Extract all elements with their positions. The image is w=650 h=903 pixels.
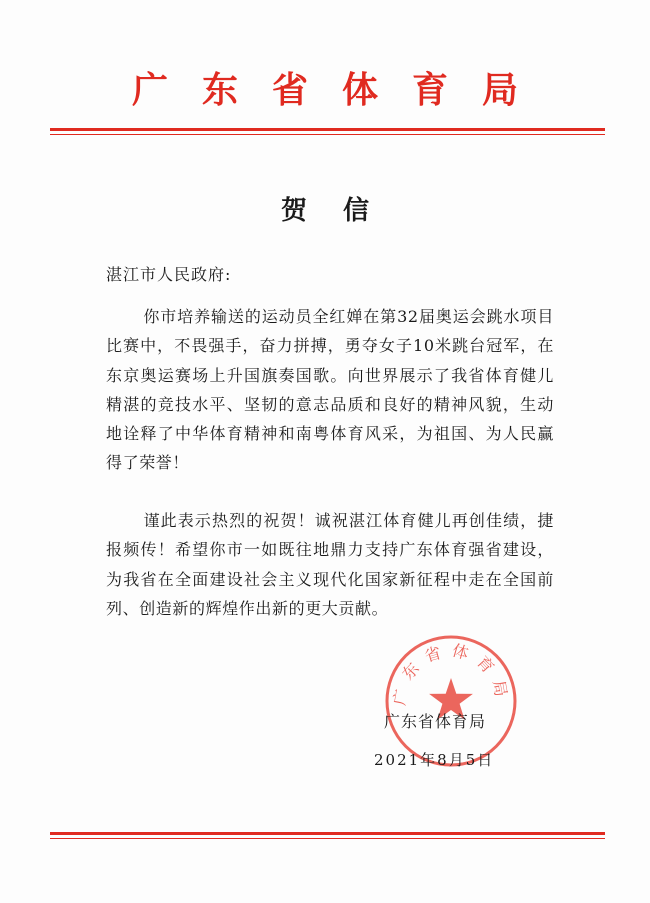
- body-paragraph-2: [106, 506, 554, 623]
- footer-rule-thick: [50, 832, 605, 835]
- body-paragraph-2-text: 谨此表示热烈的祝贺！诚祝湛江体育健儿再创佳绩，捷报频传！希望你市一如既往地鼎力支持广东体育强省建设，为我省在全面建设社会主义现代化国家新征程中走在全国前列、创造新的辉煌作出新的更大贡献。: [106, 511, 554, 618]
- letterhead-rule-thick: [50, 128, 605, 131]
- letterhead-rule-thin: [50, 134, 605, 135]
- seal-text: 广东省体育局: [389, 640, 513, 707]
- body-paragraph-1: [106, 302, 554, 478]
- letter-date: 2021年8月5日: [374, 751, 495, 769]
- salutation: 湛江市人民政府:: [106, 265, 232, 284]
- letterhead-title: 广东省体育局: [131, 70, 552, 111]
- document-title: 贺信: [280, 196, 405, 226]
- signature: 广东省体育局: [384, 712, 487, 731]
- footer-rule-thin: [50, 838, 605, 839]
- body-paragraph-1-text: 你市培养输送的运动员全红婵在第32届奥运会跳水项目比赛中，不畏强手，奋力拼搏，勇夺女子10米跳台冠军，在东京奥运赛场上升国旗奏国歌。向世界展示了我省体育健儿精湛的竞技水平、坚韧的意志品质和良好的精神风貌，生动地诠释了中华体育精神和南粤体育风采，为祖国、为人民赢得了荣誉！: [106, 307, 554, 473]
